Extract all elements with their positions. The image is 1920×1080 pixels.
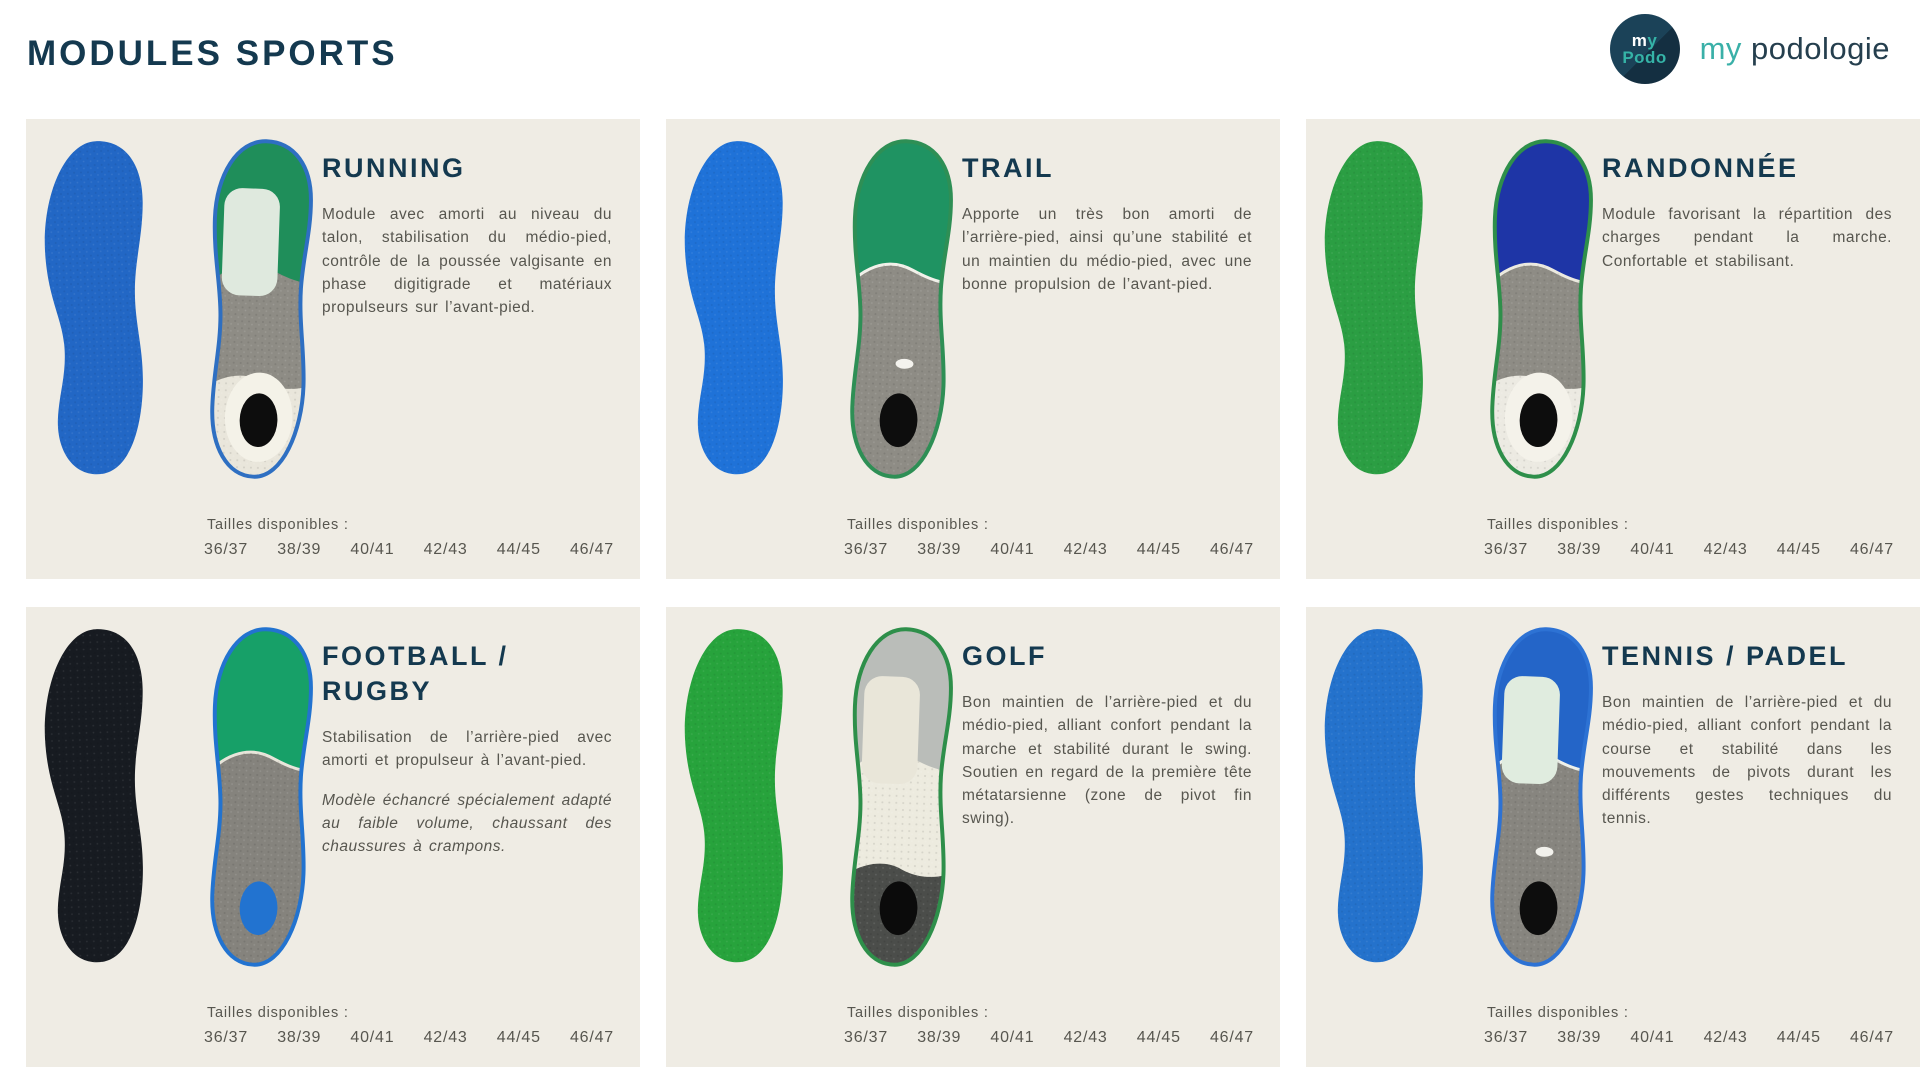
sizes-label: Tailles disponibles : xyxy=(847,517,989,533)
module-card-football-rugby xyxy=(26,607,640,1067)
size-option: 36/37 xyxy=(1484,1029,1529,1046)
size-option: 46/47 xyxy=(1849,541,1894,558)
size-option: 46/47 xyxy=(569,541,614,558)
size-option: 40/41 xyxy=(990,541,1035,558)
module-title: TENNIS / PADEL xyxy=(1602,641,1849,671)
size-option: 38/39 xyxy=(1557,1029,1602,1046)
size-option: 40/41 xyxy=(350,1029,395,1046)
sizes-row xyxy=(1484,1029,1894,1047)
sizes-block xyxy=(204,1005,614,1047)
module-card-running xyxy=(26,119,640,579)
badge-line2: Podo xyxy=(1622,48,1667,67)
size-option: 46/47 xyxy=(569,1029,614,1046)
sizes-label: Tailles disponibles : xyxy=(207,517,349,533)
mypodo-badge-icon xyxy=(1610,14,1680,84)
size-option: 46/47 xyxy=(1209,1029,1254,1046)
insole-images xyxy=(1322,621,1610,973)
sizes-block xyxy=(844,517,1254,559)
sizes-block xyxy=(1484,1005,1894,1047)
size-option: 36/37 xyxy=(204,541,249,558)
size-option: 38/39 xyxy=(277,541,322,558)
size-option: 46/47 xyxy=(1849,1029,1894,1046)
module-description: Bon maintien de l’arrière-pied et du médio-pied, alliant confort pendant la marche et stabilité durant le swing. Soutien en regard de la première tête métatarsienne (zone de pivot fin swing). xyxy=(962,694,1252,828)
size-option: 38/39 xyxy=(917,1029,962,1046)
sizes-block xyxy=(844,1005,1254,1047)
sizes-block xyxy=(1484,517,1894,559)
size-option: 40/41 xyxy=(350,541,395,558)
module-title: FOOTBALL / RUGBY xyxy=(322,641,509,707)
insole-images xyxy=(42,621,330,973)
size-option: 44/45 xyxy=(1776,1029,1821,1046)
module-title: GOLF xyxy=(962,641,1047,671)
size-option: 44/45 xyxy=(496,1029,541,1046)
sizes-row xyxy=(844,541,1254,559)
size-option: 44/45 xyxy=(496,541,541,558)
size-option: 40/41 xyxy=(1630,1029,1675,1046)
module-description-note: Modèle échancré spécialement adapté au faible volume, chaussant des chaussures à crampons. xyxy=(322,791,612,856)
module-title: TRAIL xyxy=(962,153,1054,183)
size-option: 44/45 xyxy=(1776,541,1821,558)
sizes-row xyxy=(844,1029,1254,1047)
module-description: Apporte un très bon amorti de l’arrière-pied, ainsi qu’une stabilité et un maintien du médio-pied, avec une bonne propulsion de l’avant-pied. xyxy=(962,206,1252,293)
size-option: 38/39 xyxy=(277,1029,322,1046)
size-option: 36/37 xyxy=(844,1029,889,1046)
size-option: 42/43 xyxy=(423,541,468,558)
insole-images xyxy=(682,133,970,485)
badge-line1: my xyxy=(1631,30,1658,50)
size-option: 36/37 xyxy=(204,1029,249,1046)
size-option: 42/43 xyxy=(1703,1029,1748,1046)
module-title: RANDONNÉE xyxy=(1602,153,1799,183)
size-option: 44/45 xyxy=(1136,541,1181,558)
size-option: 40/41 xyxy=(990,1029,1035,1046)
insole-images xyxy=(42,133,330,485)
size-option: 40/41 xyxy=(1630,541,1675,558)
size-option: 36/37 xyxy=(1484,541,1529,558)
module-card-randonnee xyxy=(1306,119,1920,579)
brand-wordmark: my podologie xyxy=(1699,31,1890,66)
size-option: 36/37 xyxy=(844,541,889,558)
size-option: 46/47 xyxy=(1209,541,1254,558)
size-option: 42/43 xyxy=(1063,1029,1108,1046)
module-description: Stabilisation de l’arrière-pied avec amorti et propulseur à l’avant-pied. xyxy=(322,729,612,770)
insole-images xyxy=(1322,133,1610,485)
sizes-label: Tailles disponibles : xyxy=(1487,1005,1629,1021)
insole-images xyxy=(682,621,970,973)
size-option: 42/43 xyxy=(423,1029,468,1046)
module-card-golf xyxy=(666,607,1280,1067)
brand-logo xyxy=(1610,14,1890,84)
modules-grid xyxy=(26,119,1920,1067)
size-option: 42/43 xyxy=(1703,541,1748,558)
size-option: 38/39 xyxy=(917,541,962,558)
module-description: Bon maintien de l’arrière-pied et du médio-pied, alliant confort pendant la course et stabilité dans les mouvements de pivots durant les différents gestes techniques du tennis. xyxy=(1602,694,1892,828)
sizes-row xyxy=(204,1029,614,1047)
size-option: 42/43 xyxy=(1063,541,1108,558)
module-card-tennis-padel xyxy=(1306,607,1920,1067)
sizes-label: Tailles disponibles : xyxy=(1487,517,1629,533)
sizes-row xyxy=(1484,541,1894,559)
module-description: Module favorisant la répartition des charges pendant la marche. Confortable et stabilisant. xyxy=(1602,206,1892,270)
page-header xyxy=(0,0,1920,119)
page-title: MODULES SPORTS xyxy=(27,34,398,73)
module-card-trail xyxy=(666,119,1280,579)
sizes-row xyxy=(204,541,614,559)
module-title: RUNNING xyxy=(322,153,466,183)
sizes-label: Tailles disponibles : xyxy=(207,1005,349,1021)
size-option: 44/45 xyxy=(1136,1029,1181,1046)
module-description: Module avec amorti au niveau du talon, stabilisation du médio-pied, contrôle de la poussée valgisante en phase digitigrade et matériaux propulseurs sur l’avant-pied. xyxy=(322,206,612,317)
sizes-label: Tailles disponibles : xyxy=(847,1005,989,1021)
sizes-block xyxy=(204,517,614,559)
size-option: 38/39 xyxy=(1557,541,1602,558)
